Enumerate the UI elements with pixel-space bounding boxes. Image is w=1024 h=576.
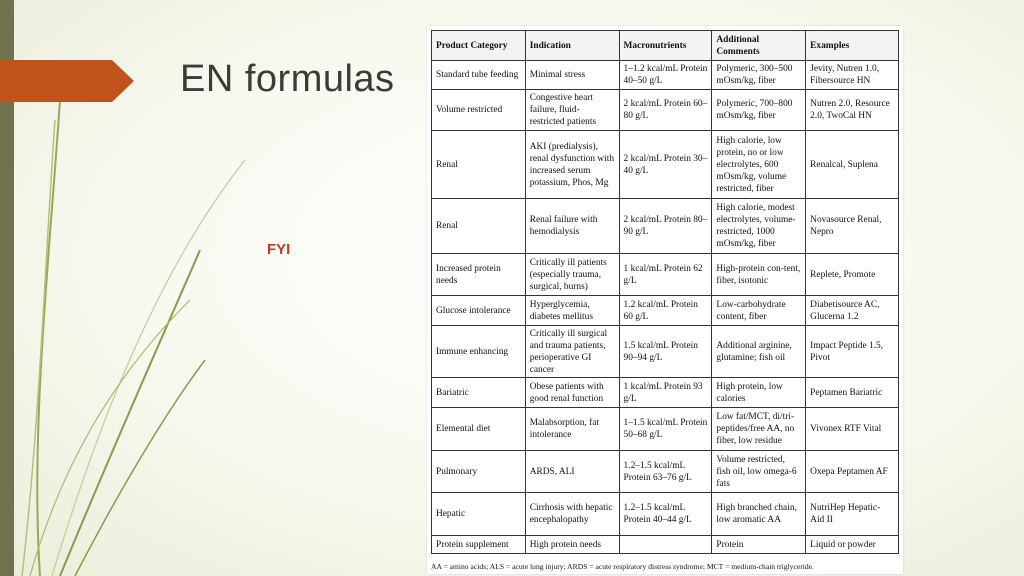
table-cell: Renalcal, Suplena: [806, 131, 899, 199]
table-cell: 2 kcal/mL Protein 30–40 g/L: [619, 131, 712, 199]
table-row: [432, 254, 899, 296]
table-cell: Pulmonary: [432, 451, 526, 493]
table-cell: ARDS, ALI: [525, 451, 619, 493]
table-cell: NutriHep Hepatic-Aid II: [806, 493, 899, 536]
table-cell: Low fat/MCT, di/tri-peptides/free AA, no fiber, low residue: [712, 408, 806, 451]
table-row: [432, 131, 899, 199]
table-header-row: [432, 31, 899, 61]
table-cell: Minimal stress: [525, 61, 619, 90]
table-cell: 1 kcal/mL Protein 93 g/L: [619, 378, 712, 408]
table-cell: Standard tube feeding: [432, 61, 526, 90]
table-row: [432, 61, 899, 90]
table-cell: 2 kcal/mL Protein 80–90 g/L: [619, 199, 712, 254]
table-row: [432, 493, 899, 536]
table-cell: Hepatic: [432, 493, 526, 536]
table-row: [432, 378, 899, 408]
table-cell: Impact Peptide 1.5, Pivot: [806, 326, 899, 378]
table-cell: Increased protein needs: [432, 254, 526, 296]
table-cell: 1 kcal/mL Protein 62 g/L: [619, 254, 712, 296]
title-arrow-shape: [0, 60, 134, 102]
header-macronutrients: Macronutrients: [619, 31, 712, 61]
table-cell: Critically ill patients (especially trauma, surgical, burns): [525, 254, 619, 296]
table-cell: Additional arginine, glutamine; fish oil: [712, 326, 806, 378]
table-cell: Glucose intolerance: [432, 296, 526, 326]
table-cell: [619, 536, 712, 554]
table-cell: 1.2–1.5 kcal/mL Protein 63–76 g/L: [619, 451, 712, 493]
table-cell: Liquid or powder: [806, 536, 899, 554]
table-cell: High protein needs: [525, 536, 619, 554]
table-cell: Immune enhancing: [432, 326, 526, 378]
formula-table-image: [427, 26, 903, 574]
table-cell: Novasource Renal, Nepro: [806, 199, 899, 254]
table-cell: Jevity, Nutren 1.0, Fibersource HN: [806, 61, 899, 90]
table-cell: Peptamen Bariatric: [806, 378, 899, 408]
table-cell: 2 kcal/mL Protein 60–80 g/L: [619, 90, 712, 131]
table-cell: Bariatric: [432, 378, 526, 408]
table-cell: High calorie, low protein, no or low electrolytes, 600 mOsm/kg, volume restricted, fiber: [712, 131, 806, 199]
table-row: [432, 326, 899, 378]
table-cell: High branched chain, low aromatic AA: [712, 493, 806, 536]
table-cell: Renal: [432, 199, 526, 254]
table-cell: 1.2 kcal/mL Protein 60 g/L: [619, 296, 712, 326]
table-cell: Congestive heart failure, fluid-restricted patients: [525, 90, 619, 131]
table-cell: High protein, low calories: [712, 378, 806, 408]
table-cell: 1–1.2 kcal/mL Protein 40–50 g/L: [619, 61, 712, 90]
table-row: [432, 451, 899, 493]
header-additional-comments: Additional Comments: [712, 31, 806, 61]
table-cell: Malabsorption, fat intolerance: [525, 408, 619, 451]
table-cell: Nutren 2.0, Resource 2.0, TwoCal HN: [806, 90, 899, 131]
table-cell: Renal: [432, 131, 526, 199]
table-row: [432, 296, 899, 326]
table-cell: High calorie, modest electrolytes, volume-restricted, 1000 mOsm/kg, fiber: [712, 199, 806, 254]
table-row: [432, 199, 899, 254]
table-cell: Polymeric, 300–500 mOsm/kg, fiber: [712, 61, 806, 90]
table-footnote: AA = amino acids; ALS = acute lung injury; ARDS = acute respiratory distress syndrome; MCT = medium-chain triglyceride.: [431, 562, 814, 571]
table-cell: Polymeric, 700–800 mOsm/kg, fiber: [712, 90, 806, 131]
table-cell: Protein: [712, 536, 806, 554]
table-row: [432, 408, 899, 451]
table-cell: 1.5 kcal/mL Protein 90–94 g/L: [619, 326, 712, 378]
table-cell: 1.2–1.5 kcal/mL Protein 40–44 g/L: [619, 493, 712, 536]
en-formulas-table: [431, 30, 899, 554]
table-cell: 1–1.5 kcal/mL Protein 50–68 g/L: [619, 408, 712, 451]
header-indication: Indication: [525, 31, 619, 61]
table-cell: Vivonex RTF Vital: [806, 408, 899, 451]
table-cell: Obese patients with good renal function: [525, 378, 619, 408]
table-cell: Hyperglycemia, diabetes mellitus: [525, 296, 619, 326]
fyi-label: FYI: [267, 241, 291, 258]
header-product-category: Product Category: [432, 31, 526, 61]
table-cell: Oxepa Peptamen AF: [806, 451, 899, 493]
table-cell: Protein supplement: [432, 536, 526, 554]
table-cell: Volume restricted, fish oil, low omega-6 fats: [712, 451, 806, 493]
table-cell: Elemental diet: [432, 408, 526, 451]
table-row: [432, 536, 899, 554]
table-cell: Replete, Promote: [806, 254, 899, 296]
table-cell: Renal failure with hemodialysis: [525, 199, 619, 254]
table-cell: Diabetisource AC, Glucerna 1.2: [806, 296, 899, 326]
table-cell: Critically ill surgical and trauma patients, perioperative GI cancer: [525, 326, 619, 378]
header-examples: Examples: [806, 31, 899, 61]
table-cell: High-protein con-tent, fiber, isotonic: [712, 254, 806, 296]
table-cell: Cirrhosis with hepatic encephalopathy: [525, 493, 619, 536]
table-cell: Low-carbohydrate content, fiber: [712, 296, 806, 326]
slide-title: EN formulas: [180, 58, 395, 100]
table-cell: Volume restricted: [432, 90, 526, 131]
table-row: [432, 90, 899, 131]
table-cell: AKI (predialysis), renal dysfunction with increased serum potassium, Phos, Mg: [525, 131, 619, 199]
